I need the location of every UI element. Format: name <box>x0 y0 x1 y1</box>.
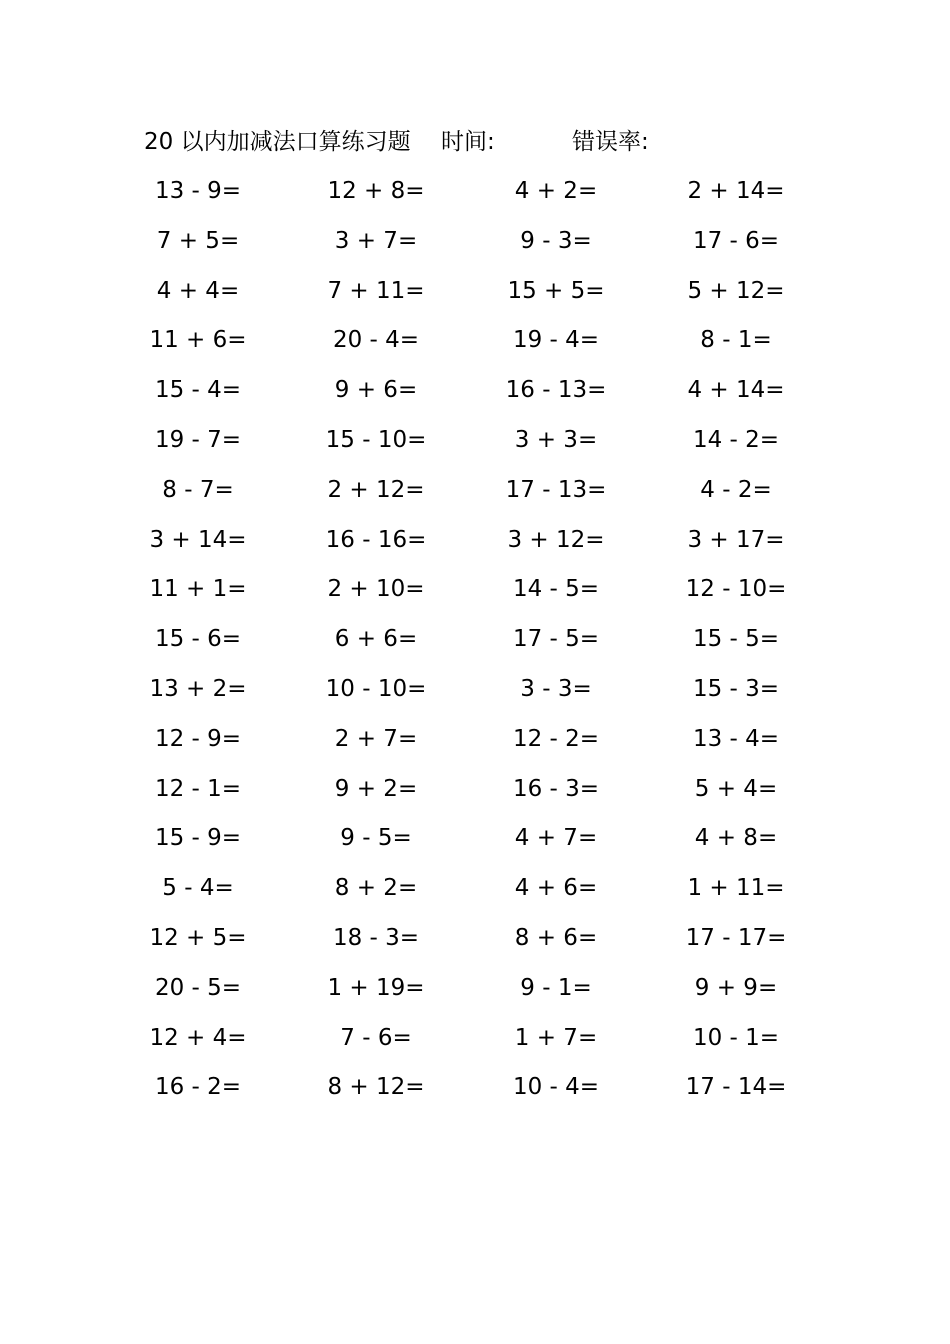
problem-cell: 15 - 6= <box>154 626 242 653</box>
problem-grid <box>135 173 815 1119</box>
problem-cell: 8 - 7= <box>162 476 234 503</box>
problem-cell: 4 + 14= <box>687 377 785 404</box>
problem-cell: 3 + 7= <box>334 227 418 254</box>
problem-row <box>135 870 815 920</box>
problem-cell: 16 - 13= <box>505 377 607 404</box>
problem-cell: 14 - 2= <box>692 426 780 453</box>
problem-cell: 17 - 17= <box>685 924 787 951</box>
problem-cell: 8 + 2= <box>334 875 418 902</box>
time-label: 时间: <box>441 129 495 155</box>
problem-row <box>135 522 815 572</box>
problem-cell: 2 + 10= <box>327 576 425 603</box>
problem-cell: 2 + 7= <box>334 725 418 752</box>
problem-cell: 13 - 4= <box>692 725 780 752</box>
problem-cell: 20 - 5= <box>154 974 242 1001</box>
problem-cell: 15 - 4= <box>154 377 242 404</box>
problem-cell: 5 + 12= <box>687 277 785 304</box>
problem-cell: 17 - 13= <box>505 476 607 503</box>
problem-cell: 4 - 2= <box>700 476 772 503</box>
problem-row <box>135 1069 815 1119</box>
problem-cell: 3 + 12= <box>507 526 605 553</box>
problem-cell: 5 - 4= <box>162 875 234 902</box>
problem-row <box>135 571 815 621</box>
problem-cell: 9 + 2= <box>334 775 418 802</box>
problem-cell: 16 - 2= <box>154 1074 242 1101</box>
problem-row <box>135 820 815 870</box>
problem-row <box>135 223 815 273</box>
problem-row <box>135 621 815 671</box>
problem-row <box>135 322 815 372</box>
problem-cell: 10 - 4= <box>512 1074 600 1101</box>
problem-cell: 12 - 9= <box>154 725 242 752</box>
problem-cell: 15 - 3= <box>692 675 780 702</box>
problem-row <box>135 472 815 522</box>
problem-cell: 3 + 14= <box>149 526 247 553</box>
problem-cell: 11 + 6= <box>149 327 247 354</box>
problem-cell: 15 - 9= <box>154 825 242 852</box>
problem-cell: 4 + 2= <box>514 178 598 204</box>
problem-cell: 12 - 10= <box>685 576 787 603</box>
problem-cell: 10 - 10= <box>325 675 427 702</box>
problem-cell: 5 + 4= <box>694 775 778 802</box>
problem-cell: 8 + 6= <box>514 924 598 951</box>
problem-cell: 8 + 12= <box>327 1074 425 1101</box>
problem-cell: 4 + 7= <box>514 825 598 852</box>
problem-cell: 1 + 11= <box>687 875 785 902</box>
problem-cell: 12 - 2= <box>512 725 600 752</box>
problem-cell: 12 + 4= <box>149 1024 247 1051</box>
problem-cell: 1 + 19= <box>327 974 425 1001</box>
problem-row <box>135 920 815 970</box>
problem-cell: 15 - 5= <box>692 626 780 653</box>
worksheet-title: 20 以内加减法口算练习题 <box>144 129 411 155</box>
problem-row <box>135 970 815 1020</box>
problem-cell: 9 - 1= <box>520 974 592 1001</box>
problem-cell: 3 + 3= <box>514 426 598 453</box>
problem-cell: 19 - 4= <box>512 327 600 354</box>
problem-row <box>135 422 815 472</box>
problem-cell: 9 - 5= <box>340 825 412 852</box>
problem-cell: 8 - 1= <box>700 327 772 354</box>
problem-cell: 3 + 17= <box>687 526 785 553</box>
problem-cell: 12 + 8= <box>327 178 425 204</box>
problem-cell: 14 - 5= <box>512 576 600 603</box>
problem-cell: 9 + 6= <box>334 377 418 404</box>
problem-cell: 18 - 3= <box>332 924 420 951</box>
problem-row <box>135 173 815 223</box>
problem-row <box>135 1020 815 1070</box>
problem-cell: 17 - 5= <box>512 626 600 653</box>
problem-row <box>135 372 815 422</box>
problem-row <box>135 721 815 771</box>
problem-cell: 4 + 8= <box>694 825 778 852</box>
problem-cell: 19 - 7= <box>154 426 242 453</box>
problem-cell: 13 + 2= <box>149 675 247 702</box>
problem-cell: 16 - 3= <box>512 775 600 802</box>
problem-cell: 9 - 3= <box>520 227 592 254</box>
problem-cell: 17 - 14= <box>685 1074 787 1101</box>
problem-cell: 7 + 5= <box>156 227 240 254</box>
problem-cell: 7 + 11= <box>327 277 425 304</box>
problem-row <box>135 273 815 323</box>
error-rate-label: 错误率: <box>572 129 649 155</box>
problem-cell: 16 - 16= <box>325 526 427 553</box>
problem-cell: 15 + 5= <box>507 277 605 304</box>
problem-cell: 4 + 4= <box>156 277 240 304</box>
problem-cell: 17 - 6= <box>692 227 780 254</box>
problem-cell: 12 - 1= <box>154 775 242 802</box>
problem-cell: 12 + 5= <box>149 924 247 951</box>
problem-cell: 2 + 12= <box>327 476 425 503</box>
problem-cell: 6 + 6= <box>334 626 418 653</box>
problem-cell: 4 + 6= <box>514 875 598 902</box>
problem-cell: 13 - 9= <box>154 178 242 204</box>
problem-cell: 2 + 14= <box>687 178 785 204</box>
problem-cell: 1 + 7= <box>514 1024 598 1051</box>
problem-cell: 20 - 4= <box>332 327 420 354</box>
problem-row <box>135 771 815 821</box>
problem-cell: 10 - 1= <box>692 1024 780 1051</box>
problem-cell: 11 + 1= <box>149 576 247 603</box>
problem-cell: 15 - 10= <box>325 426 427 453</box>
problem-cell: 9 + 9= <box>694 974 778 1001</box>
problem-cell: 3 - 3= <box>520 675 592 702</box>
problem-row <box>135 671 815 721</box>
problem-cell: 7 - 6= <box>340 1024 412 1051</box>
